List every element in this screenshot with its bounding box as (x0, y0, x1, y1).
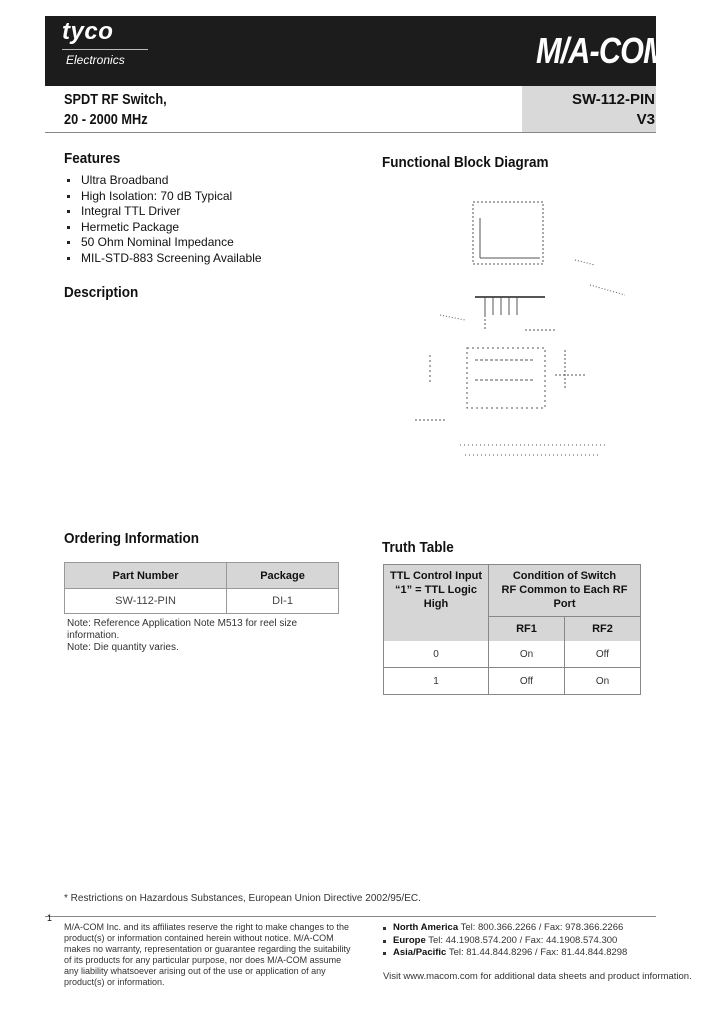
table-row (384, 641, 641, 668)
cell-part-number: SW-112-PIN (65, 589, 227, 614)
title-line-1: SPDT RF Switch, (64, 91, 167, 108)
note-1: Note: Reference Application Note M513 for reel size information. (67, 618, 298, 641)
logo-divider (62, 49, 148, 50)
version: V3 (636, 111, 655, 128)
col-rf2: RF2 (564, 617, 640, 642)
table-row (384, 668, 641, 695)
bullet-icon (67, 226, 70, 229)
bullet-icon (67, 210, 70, 213)
bullet-icon (67, 179, 70, 182)
tyco-logo: tyco (62, 18, 114, 45)
ordering-heading: Ordering Information (64, 530, 199, 547)
contact-europe: Europe Tel: 44.1908.574.200 / Fax: 44.1908.574.300 (383, 935, 627, 948)
bullet-icon (67, 195, 70, 198)
cell-input: 0 (384, 641, 489, 668)
contact-list (383, 922, 627, 960)
cell-rf1: Off (489, 668, 565, 695)
block-diagram-heading: Functional Block Diagram (382, 154, 549, 171)
contact-asia-pacific: Asia/Pacific Tel: 81.44.844.8296 / Fax: 81.44.844.8298 (383, 947, 627, 960)
macom-logo: M/A-COM (536, 30, 668, 71)
col-switch-condition: Condition of Switch RF Common to Each RF Port (489, 565, 641, 617)
cell-rf2: On (564, 668, 640, 695)
features-heading: Features (64, 150, 121, 167)
title-line-2: 20 - 2000 MHz (64, 111, 148, 128)
switch-block (467, 348, 545, 408)
col-part-number: Part Number (65, 563, 227, 589)
cell-rf2: Off (564, 641, 640, 668)
feature-item: Integral TTL Driver (67, 204, 262, 220)
table-header-row (65, 563, 339, 589)
website-link[interactable]: Visit www.macom.com for additional data sheets and product information. (383, 971, 692, 982)
feature-item: MIL-STD-883 Screening Available (67, 251, 262, 267)
note-2: Note: Die quantity varies. (67, 642, 179, 653)
page-number: 1 (47, 913, 53, 923)
description-heading: Description (64, 284, 139, 301)
feature-item: Hermetic Package (67, 220, 262, 236)
ordering-table (64, 562, 339, 614)
footer-divider (45, 916, 656, 917)
cell-input: 1 (384, 668, 489, 695)
ordering-notes (67, 618, 337, 654)
part-number-block (523, 90, 655, 130)
feature-item: High Isolation: 70 dB Typical (67, 189, 262, 205)
cell-rf1: On (489, 641, 565, 668)
rohs-footnote: * Restrictions on Hazardous Substances, European Union Directive 2002/95/EC. (64, 893, 421, 904)
part-number: SW-112-PIN (571, 91, 655, 108)
driver-block (473, 202, 543, 264)
disclaimer: M/A-COM Inc. and its affiliates reserve the right to make changes to the product(s) or information contained herein without notice. M/A-COM makes no warranty, representation or guarantee regarding the suitability of its products for any particular purpose, nor does M/A-COM assume any liability whatsoever arising out of the use or application of any product(s) or information. (64, 922, 351, 987)
col-package: Package (227, 563, 339, 589)
feature-item: Ultra Broadband (67, 173, 262, 189)
contact-north-america: North America Tel: 800.366.2266 / Fax: 978.366.2266 (383, 922, 627, 935)
bullet-icon (67, 257, 70, 260)
table-header-row (384, 565, 641, 617)
col-ttl-input: TTL Control Input “1” = TTL Logic High (384, 565, 489, 642)
truth-table (383, 564, 641, 695)
tyco-electronics-label: Electronics (66, 53, 125, 67)
product-title (64, 90, 167, 130)
feature-item: 50 Ohm Nominal Impedance (67, 235, 262, 251)
table-row (65, 589, 339, 614)
col-rf1: RF1 (489, 617, 565, 642)
bullet-icon (67, 241, 70, 244)
cell-package: DI-1 (227, 589, 339, 614)
functional-block-diagram (405, 190, 645, 475)
truth-table-heading: Truth Table (382, 539, 454, 556)
features-list (67, 173, 262, 267)
